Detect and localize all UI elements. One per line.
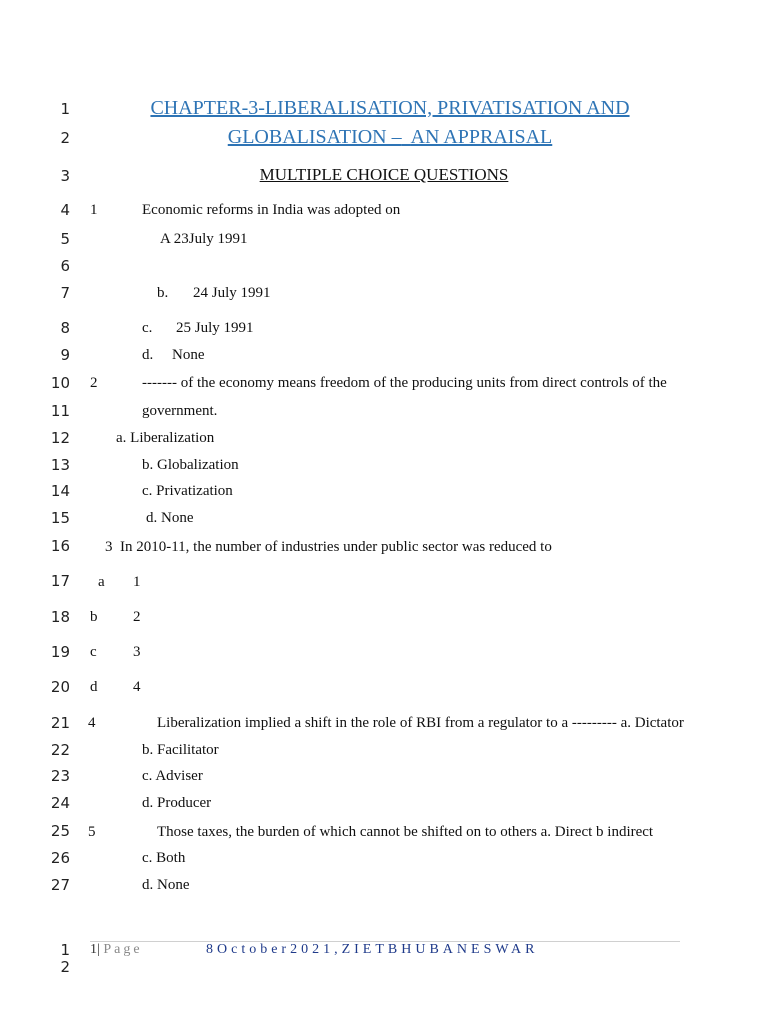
question-text: ------- of the economy means freedom of the producing units from direct controls of the [142,375,667,391]
section-heading: MULTIPLE CHOICE QUESTIONS [259,165,509,184]
option-b-letter: b. [157,285,169,301]
line-number: 10 [50,374,70,392]
line-number: 21 [50,714,70,732]
line-number: 2 [60,129,70,147]
option-c: c. Privatization [142,483,233,499]
chapter-title-line2 [0,126,768,149]
line-number: 24 [50,794,70,812]
option-b-text: 24 July 1991 [193,285,271,301]
line-number: 15 [50,509,70,527]
line-number: 17 [50,572,70,590]
option-b: b. Facilitator [142,742,219,758]
line-number: 6 [60,257,70,275]
option-d-text: None [172,347,205,363]
footer-text: 8October2021,ZIETBHUBANESWAR [206,942,539,957]
chapter-title-part-b: AN APPRAISAL [410,126,553,148]
question-number: 1 [90,202,98,218]
question-text: In 2010-11, the number of industries under public sector was reduced to [120,539,552,555]
option-letter: d [90,679,98,695]
question-number: 5 [88,824,96,840]
line-number: 16 [50,537,70,555]
line-number: 23 [50,767,70,785]
question-number: 3 [105,539,113,555]
chapter-title-part-a: GLOBALISATION – [227,126,402,148]
option-d-letter: d. [142,347,154,363]
line-number: 27 [50,876,70,894]
option-b: b. Globalization [142,457,239,473]
option-d: d. None [142,877,190,893]
question-number: 4 [88,715,96,731]
line-number: 4 [60,201,70,219]
option-d: d. Producer [142,795,212,811]
line-number: 14 [50,482,70,500]
line-number: 9 [60,346,70,364]
footer-line-number: 1 [60,941,70,959]
option-c: c. Both [142,850,186,866]
option-letter: b [90,609,98,625]
question-text-continued: government. [142,403,218,419]
line-number: 13 [50,456,70,474]
option-d: d. None [146,510,194,526]
line-number: 3 [60,167,70,185]
option-value: 4 [133,679,141,695]
option-letter: a [98,574,105,590]
option-value: 1 [133,574,141,590]
page-number-value: 1 [90,942,97,957]
option-a: a. Liberalization [116,430,215,446]
line-number: 18 [50,608,70,626]
line-number: 8 [60,319,70,337]
option-value: 2 [133,609,141,625]
option-letter: c [90,644,97,660]
option-c-text: 25 July 1991 [176,320,254,336]
option-c: c. Adviser [142,768,203,784]
line-number: 26 [50,849,70,867]
question-text: Economic reforms in India was adopted on [142,202,401,218]
option-a: A 23July 1991 [160,231,248,247]
page-separator: | [97,942,100,957]
option-c-letter: c. [142,320,153,336]
line-number: 22 [50,741,70,759]
page-number [90,942,143,958]
line-number: 25 [50,822,70,840]
question-text: Liberalization implied a shift in the role of RBI from a regulator to a --------- a. Dictator [157,715,684,731]
line-number: 12 [50,429,70,447]
footer-line-number: 2 [60,958,70,976]
line-number: 19 [50,643,70,661]
line-number: 1 [60,100,70,118]
question-text: Those taxes, the burden of which cannot be shifted on to others a. Direct b indirect [157,824,654,840]
option-value: 3 [133,644,141,660]
line-number: 5 [60,230,70,248]
chapter-title-line1: CHAPTER-3-LIBERALISATION, PRIVATISATION AND [150,97,630,119]
line-number: 20 [50,678,70,696]
line-number: 7 [60,284,70,302]
page-label: Page [103,942,143,957]
line-number: 11 [50,402,70,420]
question-number: 2 [90,375,98,391]
